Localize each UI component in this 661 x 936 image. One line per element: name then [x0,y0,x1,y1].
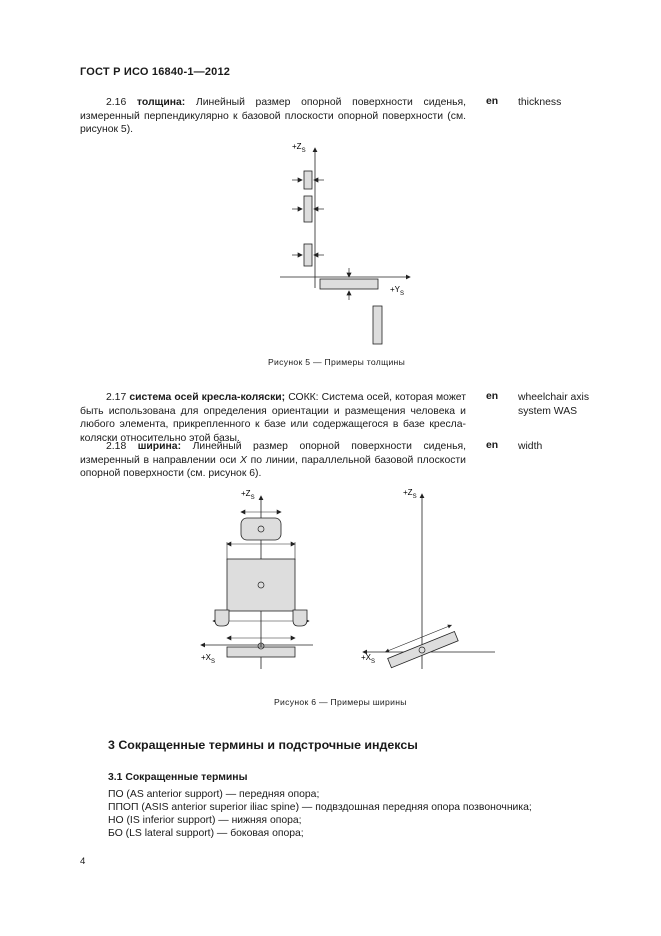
term-number: 2.17 [106,392,127,403]
list-item: ПО (AS anterior support) — передняя опора; [108,789,320,800]
y-axis-label: $+Y_S$ [390,285,405,297]
tilted-seat-pad [384,623,458,668]
english-equivalent: width [518,441,543,452]
figure-6-caption: Рисунок 6 — Примеры ширины [274,697,407,707]
x-axis-label-left: $+X_S$ [201,653,216,665]
x-axis-label-right: $+X_S$ [361,653,376,665]
term-name: система осей кресла-коляски; [129,392,286,403]
pad-1 [304,171,312,189]
list-item: ППОП (ASIS anterior superior iliac spine) — подвздошная передняя опора позвоночника; [108,802,532,813]
term-2-16-paragraph [80,96,466,137]
list-item: БО (LS lateral support) — боковая опора; [108,828,304,839]
pad-lower [373,306,382,344]
z-axis-label-left: $+Z_S$ [241,489,255,501]
term-name: ширина: [137,441,182,452]
backrest [227,559,295,611]
document-header: ГОСТ Р ИСО 16840-1—2012 [80,66,231,78]
term-definition: СОКК: Система осей, которая может быть использована для определения ориентации и размещения человека и любого элемента, прикрепленного к базе или содержащегося в базе кресла-коляски относительно этой базы. [80,392,466,444]
lateral-support-right [293,610,307,626]
english-equivalent: wheelchair axis system WAS [518,392,590,417]
seat-pad [320,279,378,289]
pad-2 [304,196,312,222]
term-definition: Линейный размер опорной поверхности сиденья, измеренный перпендикулярно к базовой плоскости опорной поверхности (см. рисунок 5). [80,97,467,136]
lang-code: en [486,391,499,402]
term-2-17-paragraph [80,391,466,445]
term-2-18-paragraph: 2.18 ширина: Линейный размер опорной поверхности сиденья, измеренный в направлении оси X по линии, параллельной базовой плоскости опорной поверхности (см. рисунок 6). [80,441,466,480]
headrest [241,518,281,540]
lateral-support-left [215,610,229,626]
figure-6-width-diagram [195,484,505,674]
page-number: 4 [80,856,86,867]
term-number: 2.16 [106,97,127,108]
list-item: НО (IS inferior support) — нижняя опора; [108,815,302,826]
english-equivalent: thickness [518,97,562,108]
subsection-3-1-title: 3.1 Сокращенные термины [108,772,248,783]
lang-code: en [486,440,499,451]
seat-pad [227,647,295,657]
term-name: толщина: [136,97,186,108]
term-number: 2.18 [106,441,127,452]
pad-3 [304,244,312,266]
z-axis-label: $+Z_S$ [292,142,306,154]
figure-5-caption: Рисунок 5 — Примеры толщины [268,357,406,367]
lang-code: en [486,96,499,107]
section-3-title: 3 Сокращенные термины и подстрочные индексы [108,738,418,752]
figure-5-thickness-diagram [270,136,430,348]
z-axis-label-right: $+Z_S$ [403,488,417,500]
